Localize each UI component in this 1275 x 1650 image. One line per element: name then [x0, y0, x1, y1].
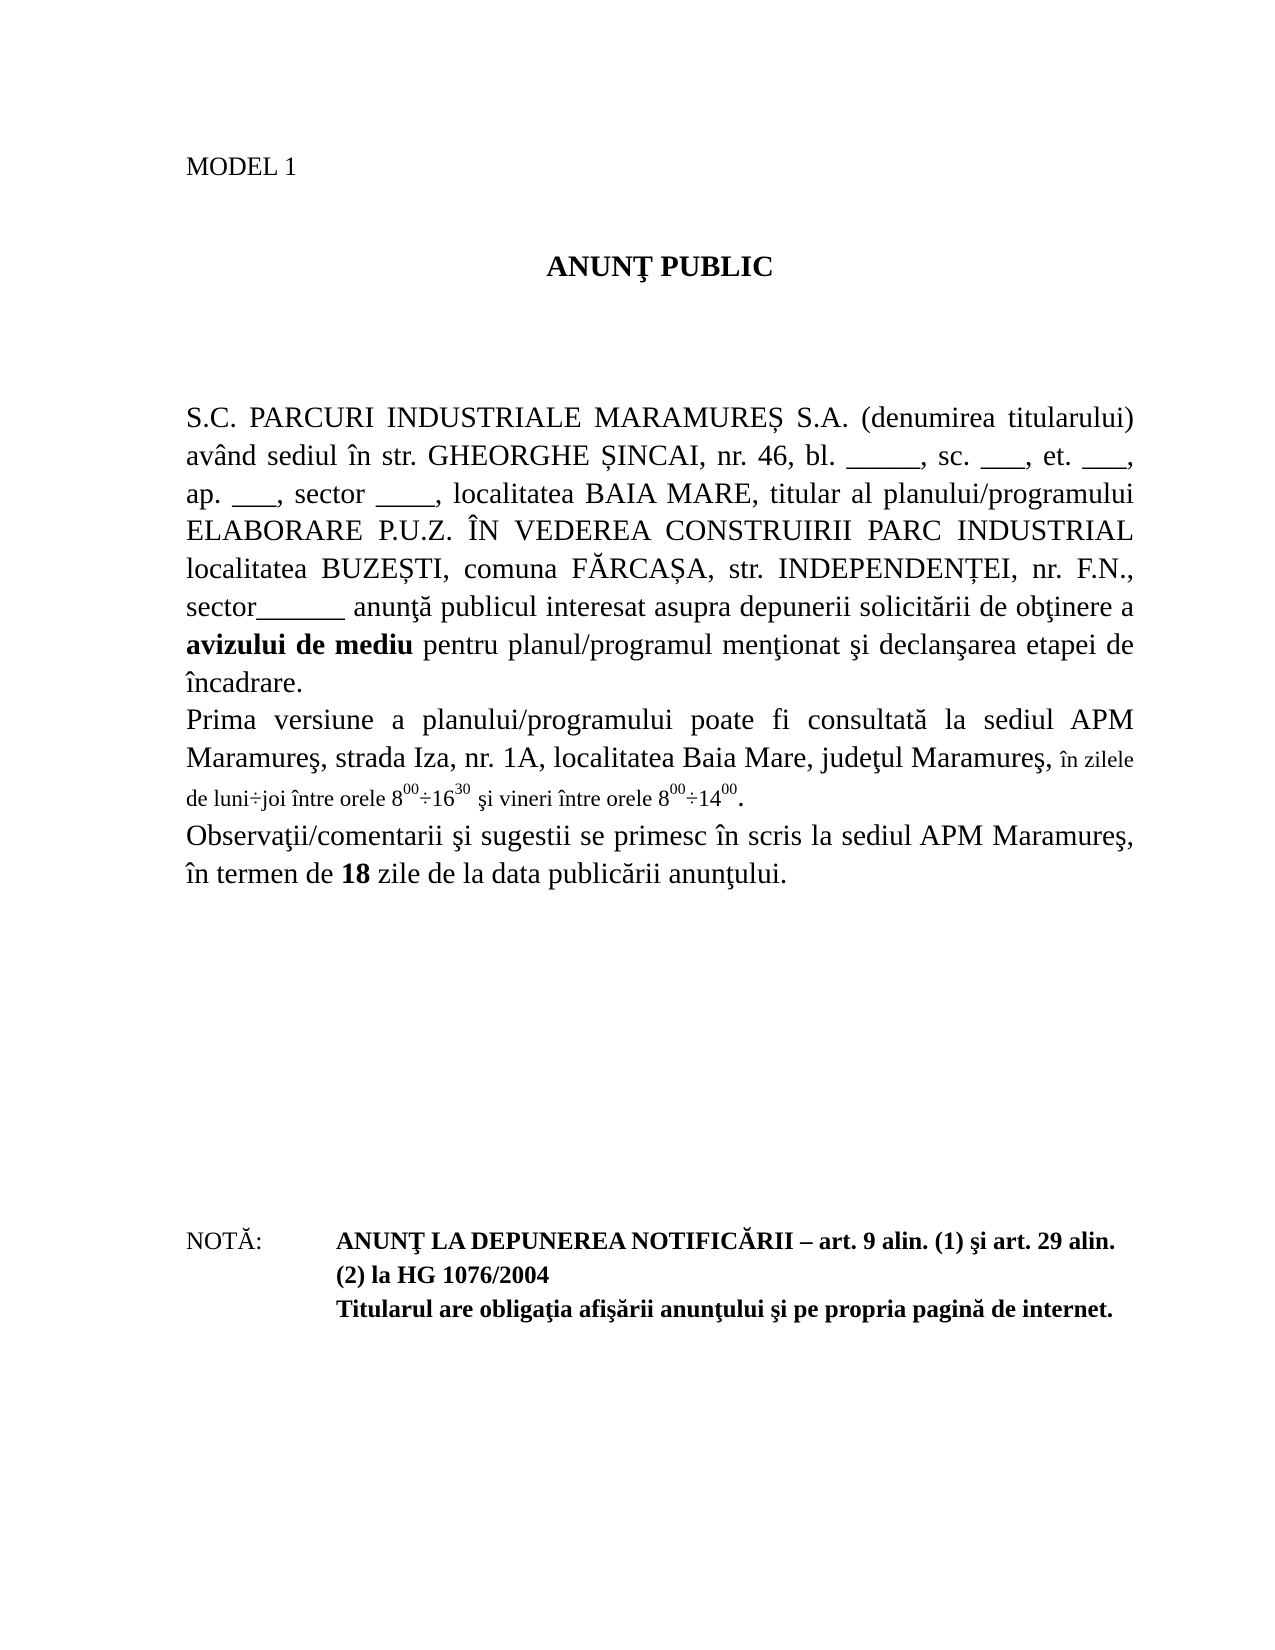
comments-text: Observaţii/comentarii şi sugestii se primesc în scris la sediul APM Maramureş, în termen de: [186, 819, 1134, 890]
environmental-permit-text: avizului de mediu: [186, 628, 414, 661]
schedule-weekdays: în zilele de luni÷joi între orele 8: [186, 747, 1135, 811]
note-label: NOTĂ:: [186, 1228, 263, 1255]
note-legal-reference: ANUNŢ LA DEPUNEREA NOTIFICĂRII – art. 9 alin. (1) şi art. 29 alin. (2) la HG 1076/2004: [336, 1228, 1116, 1289]
consultation-text: Prima versiune a planului/programului poate fi consultată la sediul APM Maramureş, strada Iza, nr. 1A, localitatea Baia Mare, judeţul Maramureş,: [186, 704, 1134, 775]
announcement-paragraph-comments: [186, 818, 1134, 894]
comments-days: 18: [340, 857, 371, 890]
announcement-body: [186, 400, 1134, 893]
announcement-paragraph-consultation: [186, 702, 1134, 817]
comments-text-end: zile de la data publicării anunţului.: [377, 857, 788, 890]
schedule-sup-1: 00: [403, 780, 420, 798]
schedule-period: .: [737, 780, 745, 813]
schedule-sup-3: 00: [669, 780, 686, 798]
applicant-text: S.C. PARCURI INDUSTRIALE MARAMUREȘ S.A. (denumirea titularului) având sediul în str. GHEORGHE ȘINCAI, nr. 46, bl. _____, sc. ___, et. ___, ap. ___, sector ____, localitatea BAIA MARE, titular al planului/programului ELABORARE P.U.Z. ÎN VEDEREA CONSTRUIRII PARC INDUSTRIAL localitatea BUZEȘTI, comuna FĂRCAȘA, str. INDEPENDENȚEI, nr. F.N., sector______ anunţă publicul interesat asupra depunerii solicitării de obţinere a: [186, 402, 1134, 623]
schedule-sup-4: 00: [721, 780, 738, 798]
note-text: [336, 1225, 1136, 1327]
schedule-sup-2: 30: [454, 780, 471, 798]
schedule-friday: şi vineri între orele 8: [478, 785, 670, 811]
announcement-paragraph-applicant: [186, 400, 1134, 702]
schedule-weekdays-end: ÷16: [419, 785, 455, 811]
schedule-friday-end: ÷14: [685, 785, 722, 811]
page-title: ANUNŢ PUBLIC: [546, 250, 774, 283]
applicant-text-end: pentru planul/programul menţionat şi declanşarea etapei de încadrare.: [186, 628, 1135, 699]
note-obligation: Titularul are obligaţia afişării anunţului şi pe propria pagină de internet.: [336, 1296, 1114, 1323]
model-label: MODEL 1: [186, 152, 297, 181]
